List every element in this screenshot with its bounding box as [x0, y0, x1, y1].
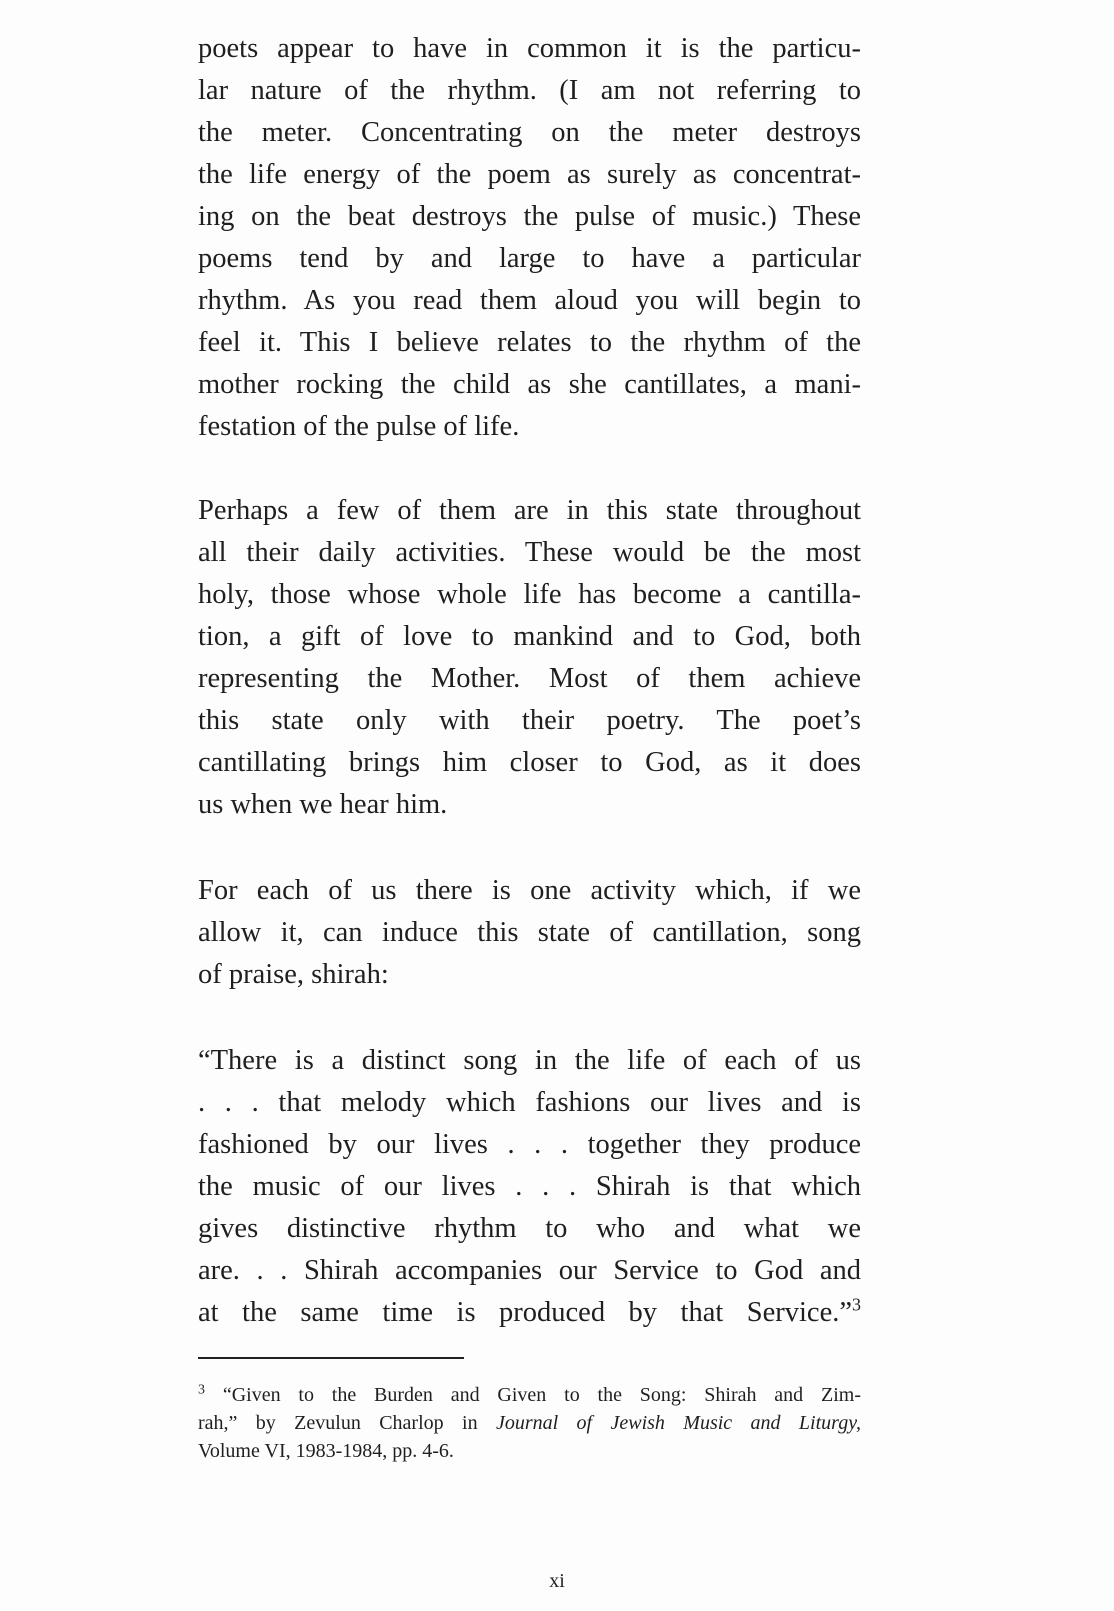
footnote-line: [198, 1409, 861, 1437]
footnote: [198, 1381, 861, 1465]
text-line: feel it. This I believe relates to the rhythm of the: [198, 327, 861, 358]
text-line: . . . that melody which fashions our lives and is: [198, 1087, 861, 1118]
text-line: rhythm. As you read them aloud you will begin to: [198, 285, 861, 316]
text-line: of praise, shirah:: [198, 959, 389, 990]
paragraph-1: [198, 28, 861, 448]
text-line: “There is a distinct song in the life of each of us: [198, 1045, 861, 1076]
text-line: all their daily activities. These would be the most: [198, 537, 861, 568]
text-line: lar nature of the rhythm. (I am not referring to: [198, 75, 861, 106]
text-line: this state only with their poetry. The poet’s: [198, 705, 861, 736]
journal-title: Journal of Jewish Music and Liturgy,: [495, 1412, 861, 1434]
text-line: are. . . Shirah accompanies our Service to God and: [198, 1255, 861, 1286]
footnote-line: Volume VI, 1983-1984, pp. 4-6.: [198, 1440, 454, 1462]
text-line: poems tend by and large to have a particular: [198, 243, 861, 274]
text-line: us when we hear him.: [198, 789, 448, 820]
text-line: the music of our lives . . . Shirah is that which: [198, 1171, 861, 1202]
block-quote: [198, 1040, 861, 1334]
text-line: [198, 1292, 861, 1334]
text-line: representing the Mother. Most of them achieve: [198, 663, 861, 694]
footnote-marker: 3: [198, 1382, 205, 1398]
text-line: fashioned by our lives . . . together they produce: [198, 1129, 861, 1160]
text-line: For each of us there is one activity which, if we: [198, 875, 861, 906]
text-line: ing on the beat destroys the pulse of music.) These: [198, 201, 861, 232]
text-line: Perhaps a few of them are in this state throughout: [198, 495, 861, 526]
paragraph-2: [198, 490, 861, 826]
text-line: the life energy of the poem as surely as concentrat-: [198, 159, 861, 190]
text-line: holy, those whose whole life has become a cantilla-: [198, 579, 861, 610]
text-line: festation of the pulse of life.: [198, 411, 520, 442]
text-line: mother rocking the child as she cantillates, a mani-: [198, 369, 861, 400]
footnote-text: rah,” by Zevulun Charlop in: [198, 1412, 496, 1434]
footnote-line: [198, 1381, 861, 1409]
page-number: xi: [549, 1570, 565, 1592]
text-line: gives distinctive rhythm to who and what we: [198, 1213, 861, 1244]
text-line: poets appear to have in common it is the particu-: [198, 33, 861, 64]
text-line: cantillating brings him closer to God, as it does: [198, 747, 861, 778]
footnote-divider: [198, 1357, 464, 1359]
text-line: allow it, can induce this state of cantillation, song: [198, 917, 861, 948]
footnote-text: “Given to the Burden and Given to the Song: Shirah and Zim-: [222, 1384, 861, 1406]
paragraph-3: [198, 870, 861, 996]
text-line: the meter. Concentrating on the meter destroys: [198, 117, 861, 148]
text-line: tion, a gift of love to mankind and to God, both: [198, 621, 861, 652]
text-line-content: at the same time is produced by that Service.”: [198, 1297, 852, 1328]
footnote-reference: 3: [852, 1294, 861, 1315]
